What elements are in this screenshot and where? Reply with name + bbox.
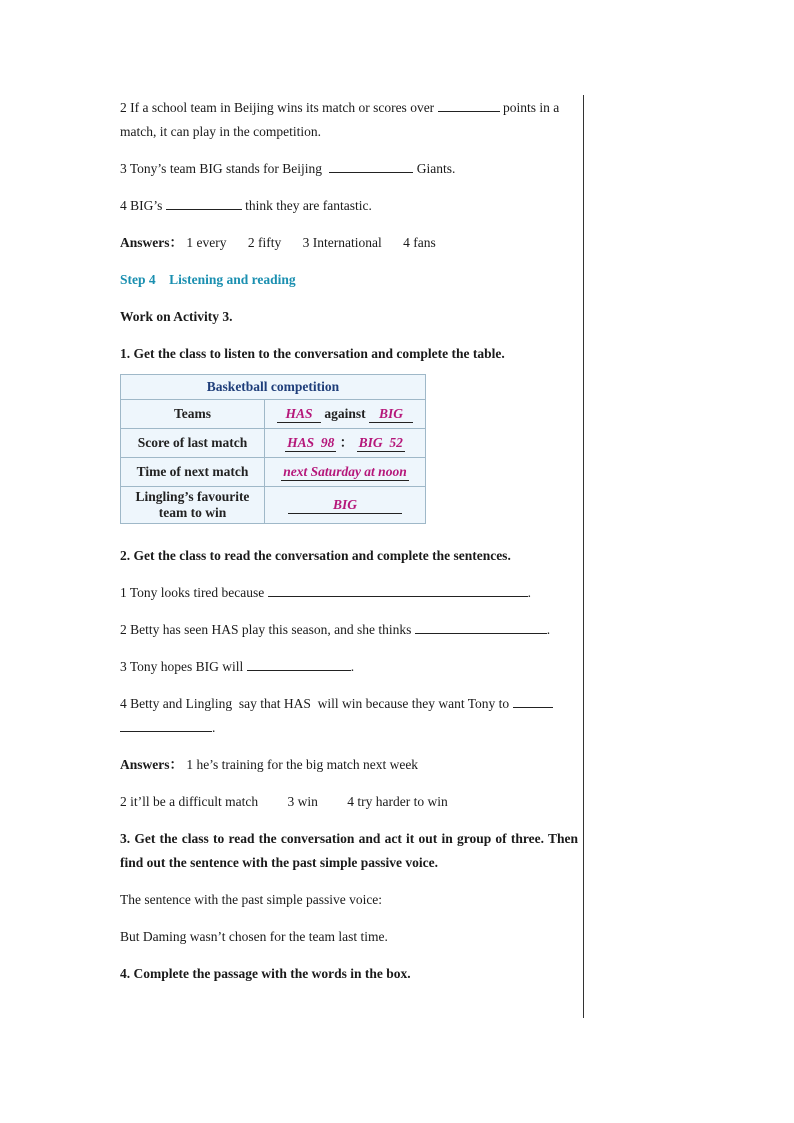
task-1-instruction: 1. Get the class to listen to the conversation and complete the table. <box>120 346 505 361</box>
row-value: HAS 98 ： BIG 52 <box>265 429 426 458</box>
table-row <box>121 458 426 487</box>
answer-blank <box>513 693 553 708</box>
answer-blank <box>120 717 212 732</box>
table-row <box>121 400 426 429</box>
answers-line-2: Answers： 1 he’s training for the big match next week <box>120 757 419 772</box>
answer-blank <box>438 97 500 112</box>
sentence-3: 3 Tony hopes BIG will . <box>120 655 578 679</box>
task-3-instruction: 3. Get the class to read the conversation and act it out in group of three. Then find out the sentence with the past simple passive voice. <box>120 831 578 870</box>
task-4-instruction: 4. Complete the passage with the words in the box. <box>120 966 411 981</box>
margin-rule <box>583 95 584 1018</box>
row-value: HAS against BIG <box>265 400 426 429</box>
answer-blank <box>166 195 242 210</box>
row-label: Time of next match <box>121 458 265 487</box>
table-header-row <box>121 375 426 400</box>
step-4-heading: Step 4 Listening and reading <box>120 272 296 287</box>
task-2-instruction: 2. Get the class to read the conversation and complete the sentences. <box>120 548 511 563</box>
question-4: 4 BIG’s think they are fantastic. <box>120 194 578 218</box>
table-row <box>121 429 426 458</box>
sentence-1: 1 Tony looks tired because . <box>120 581 578 605</box>
answer-blank <box>268 582 528 597</box>
work-on-activity: Work on Activity 3. <box>120 309 233 324</box>
answers-line-1: Answers： 1 every 2 fifty 3 International 4 fans <box>120 235 436 250</box>
passive-sentence: But Daming wasn’t chosen for the team last time. <box>120 929 388 944</box>
row-label: Score of last match <box>121 429 265 458</box>
sentence-2: 2 Betty has seen HAS play this season, and she thinks . <box>120 618 578 642</box>
basketball-competition-table <box>120 374 426 524</box>
row-value: next Saturday at noon <box>265 458 426 487</box>
table-row <box>121 487 426 524</box>
passive-intro: The sentence with the past simple passive voice: <box>120 892 383 907</box>
row-label: Teams <box>121 400 265 429</box>
row-label: Lingling’s favourite team to win <box>121 487 265 524</box>
answers-line-3: 2 it’ll be a difficult match 3 win 4 try harder to win <box>120 794 448 809</box>
table-title: Basketball competition <box>121 375 426 400</box>
sentence-4: 4 Betty and Lingling say that HAS will win because they want Tony to . <box>120 692 578 740</box>
answer-blank <box>415 619 547 634</box>
document-body <box>120 96 578 999</box>
question-3: 3 Tony’s team BIG stands for Beijing Giants. <box>120 157 578 181</box>
row-value: BIG <box>265 487 426 524</box>
answer-blank <box>329 158 413 173</box>
answer-blank <box>247 656 351 671</box>
question-2: 2 If a school team in Beijing wins its match or scores over points in a match, it can play in the competition. <box>120 96 578 144</box>
